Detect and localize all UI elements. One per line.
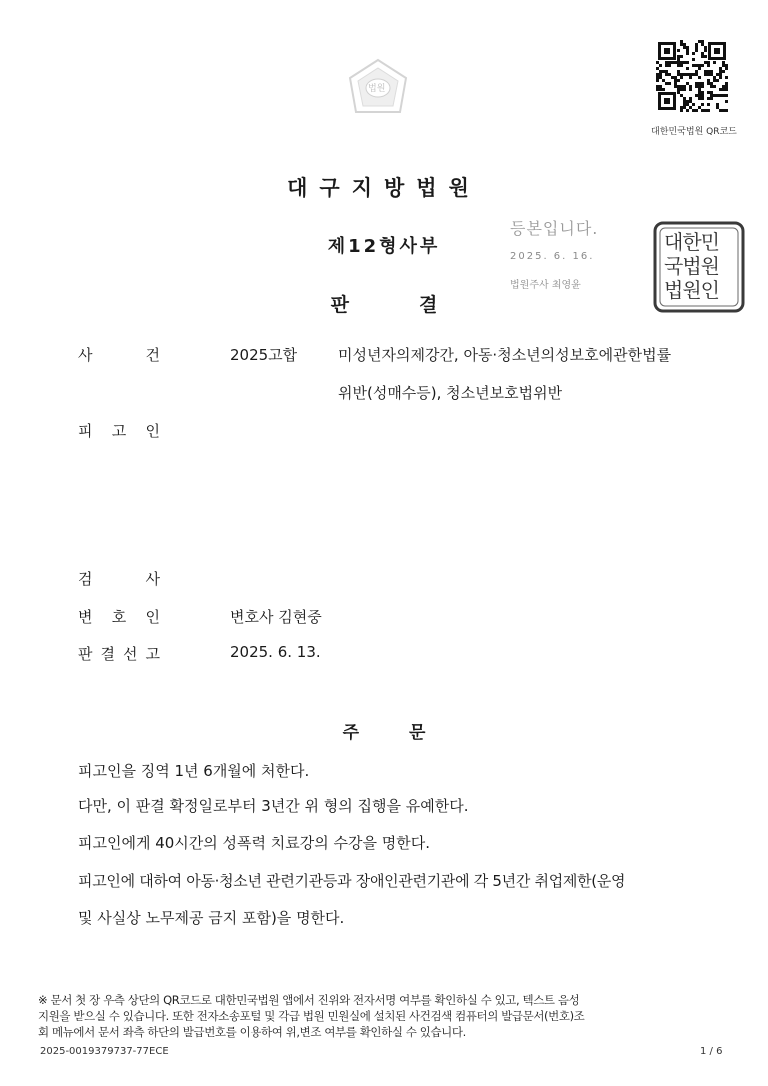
counsel-label: 변 호 인 (78, 608, 160, 626)
case-label: 사 건 (78, 346, 160, 364)
case-name-line2: 위반(성매수등), 청소년보호법위반 (338, 384, 563, 402)
ruling-line: 피고인에 대하여 아동·청소년 관련기관등과 장애인관련기관에 각 5년간 취업제한(운영 (78, 872, 626, 890)
verification-notice (38, 992, 728, 1040)
page-number: 1 / 6 (700, 1046, 723, 1057)
court-seal-icon (652, 220, 746, 314)
document-title: 판결 (330, 294, 508, 316)
certified-copy-stamp (510, 216, 630, 291)
notice-line: ※ 문서 첫 장 우측 상단의 QR코드로 대한민국법원 앱에서 진위와 전자서명 여부를 확인하실 수 있고, 텍스트 음성 (38, 993, 580, 1007)
copy-label: 등본입니다. (510, 219, 599, 238)
ruling-line: 및 사실상 노무제공 금지 포함)을 명한다. (78, 909, 345, 927)
notice-line: 지원을 받으실 수 있습니다. 또한 전자소송포털 및 각급 법원 민원실에 설치된 사건검색 컴퓨터의 발급문서(번호)조 (38, 1009, 585, 1023)
ruling-line: 다만, 이 판결 확정일로부터 3년간 위 형의 집행을 유예한다. (78, 797, 469, 815)
defendant-label: 피 고 인 (78, 422, 160, 440)
notice-line: 회 메뉴에서 문서 좌측 하단의 발급번호를 이용하여 위,변조 여부를 확인하실 수 있습니다. (38, 1025, 466, 1039)
division-name: 제12형사부 (327, 236, 441, 257)
ruling-line: 피고인을 징역 1년 6개월에 처한다. (78, 762, 310, 780)
case-name-line1: 미성년자의제강간, 아동·청소년의성보호에관한법률 (338, 346, 672, 364)
court-name: 대구지방법원 (287, 176, 481, 200)
seal-text: 대한민국법원법원인 (664, 230, 719, 302)
copy-date: 2025. 6. 16. (510, 251, 595, 262)
copy-signer: 법원주사 최영윤 (510, 280, 581, 291)
qr-code-icon[interactable] (656, 40, 728, 112)
ruling-line: 피고인에게 40시간의 성폭력 치료강의 수강을 명한다. (78, 834, 430, 852)
issue-number: 2025-0019379737-77ECE (40, 1046, 169, 1057)
ruling-title: 주문 (342, 723, 476, 743)
court-emblem-icon (346, 58, 410, 122)
verdict-date-value: 2025. 6. 13. (230, 643, 321, 661)
verdict-date-label: 판 결 선 고 (78, 645, 160, 663)
prosecutor-label: 검 사 (78, 570, 160, 588)
qr-caption: 대한민국법원 QR코드 (651, 127, 737, 137)
emblem-text: 법원 (368, 84, 386, 94)
counsel-value: 변호사 김현중 (230, 608, 322, 626)
case-number: 2025고합 (230, 346, 298, 364)
